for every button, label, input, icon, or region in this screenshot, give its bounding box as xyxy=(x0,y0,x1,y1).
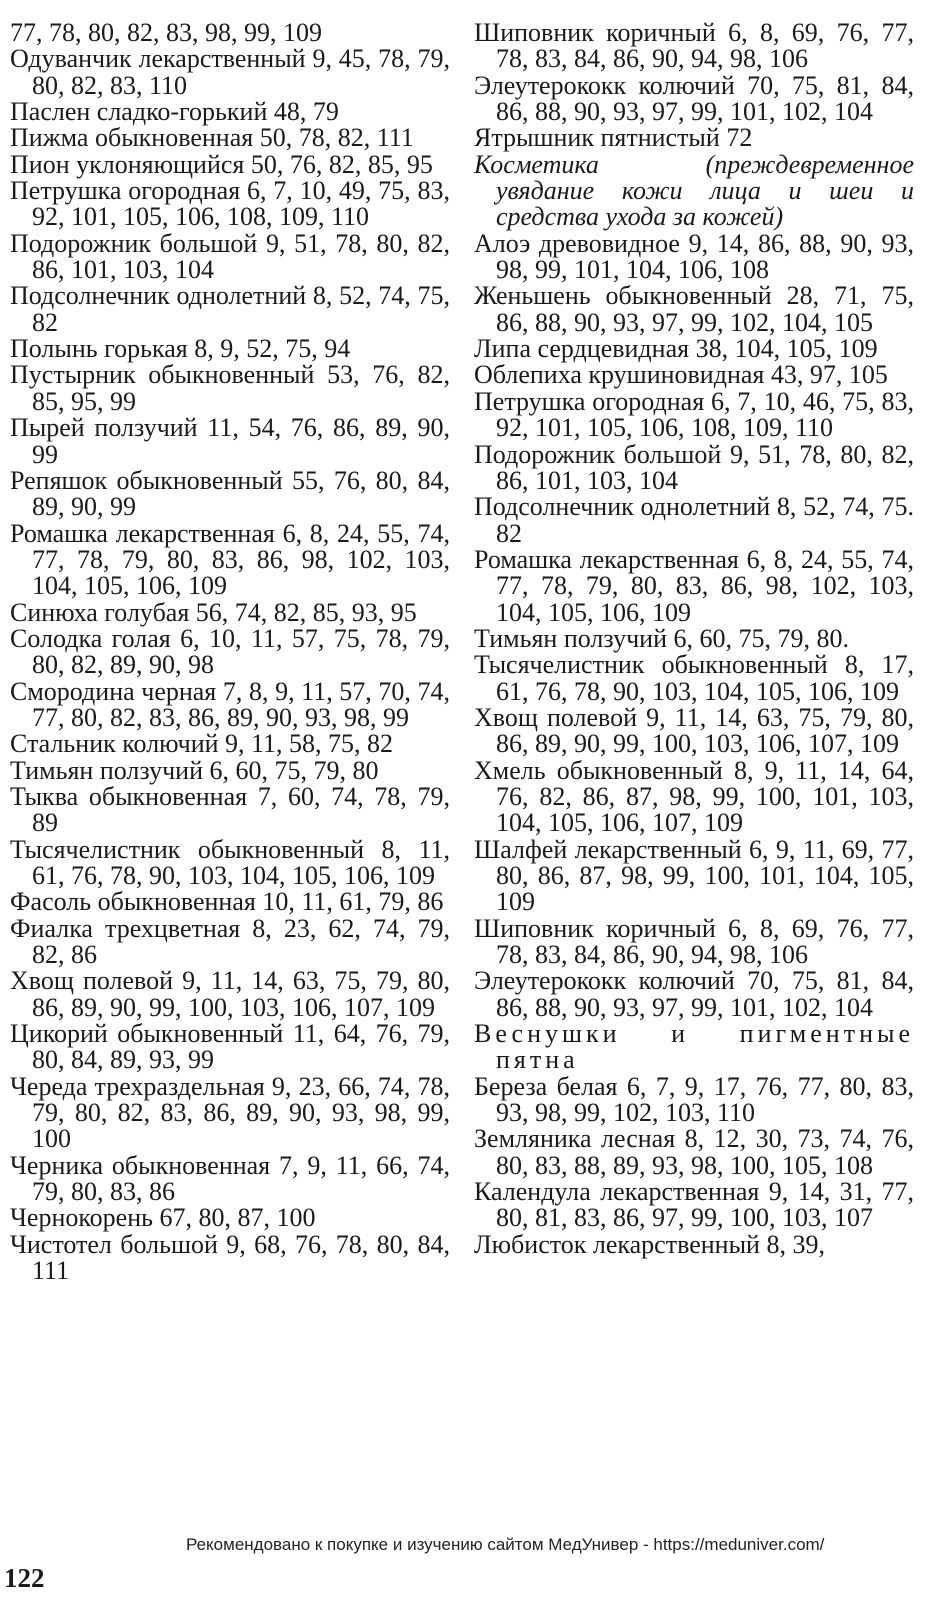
index-entry: Петрушка огородная 6, 7, 10, 49, 75, 83, 92, 101, 105, 106, 108, 109, 110 xyxy=(10,176,450,232)
index-entry: Подорожник большой 9, 51, 78, 80, 82, 86, 101, 103, 104 xyxy=(10,228,450,285)
index-entry: Фасоль обыкновенная 10, 11, 61, 79, 86 xyxy=(10,887,444,917)
section-heading: Косметика (преждевременное увядание кожи лица и шеи и средства ухода за кожей) xyxy=(474,149,914,232)
index-entry: Солодка голая 6, 10, 11, 57, 75, 78, 79, 80, 82, 89, 90, 98 xyxy=(10,623,450,680)
index-entry: Элеутерококк колючий 70, 75, 81, 84, 86, 88, 90, 93, 97, 99, 101, 102, 104 xyxy=(474,70,914,127)
index-entry: Пион уклоняющийся 50, 76, 82, 85, 95 xyxy=(10,149,433,179)
index-entry: Женьшень обыкновенный 28, 71, 75, 86, 88, 90, 93, 97, 99, 102, 104, 105 xyxy=(474,281,914,337)
index-entry: Тыква обыкновенная 7, 60, 74, 78, 79, 89 xyxy=(10,781,450,838)
index-entry: Подсолнечник однолетний 8, 52, 74, 75, 82 xyxy=(10,281,450,337)
index-entry: Черника обыкновенная 7, 9, 11, 66, 74, 79, 80, 83, 86 xyxy=(10,1150,450,1207)
page-number: 122 xyxy=(4,1563,45,1593)
index-entry: Тысячелистник обыкновенный 8, 17, 61, 76, 78, 90, 103, 104, 105, 106, 109 xyxy=(474,650,914,706)
index-entry: Чистотел большой 9, 68, 76, 78, 80, 84, 111 xyxy=(10,1229,450,1286)
index-entry: Ятрышник пятнистый 72 xyxy=(474,123,753,153)
index-entry: Череда трехраздельная 9, 23, 66, 74, 78, 79, 80, 82, 83, 86, 89, 90, 93, 98, 99, 100 xyxy=(10,1071,450,1154)
watermark-footer: Рекомендовано к покупке и изучению сайтом МедУнивер - https://meduniver.com/ xyxy=(186,1535,825,1554)
index-entry: Тимьян ползучий 6, 60, 75, 79, 80. xyxy=(474,623,850,653)
index-entry: Пырей ползучий 11, 54, 76, 86, 89, 90, 99 xyxy=(10,413,450,469)
index-entry: Синюха голубая 56, 74, 82, 85, 93, 95 xyxy=(10,597,417,627)
index-column-right xyxy=(474,20,914,1258)
index-entry: Береза белая 6, 7, 9, 17, 76, 77, 80, 83, 93, 98, 99, 102, 103, 110 xyxy=(474,1071,914,1128)
index-entry: Липа сердцевидная 38, 104, 105, 109 xyxy=(474,334,878,364)
index-column-left xyxy=(10,20,450,1285)
index-entry: Хмель обыкновенный 8, 9, 11, 14, 64, 76, 82, 86, 87, 98, 99, 100, 101, 103, 104, 105, 106, 107, 109 xyxy=(474,755,914,838)
index-entry: Петрушка огородная 6, 7, 10, 46, 75, 83, 92, 101, 105, 106, 108, 109, 110 xyxy=(474,386,914,443)
index-entry: Тимьян ползучий 6, 60, 75, 79, 80 xyxy=(10,755,379,785)
index-entry: Смородина черная 7, 8, 9, 11, 57, 70, 74, 77, 80, 82, 83, 86, 89, 90, 93, 98, 99 xyxy=(10,676,450,732)
index-entry: Пижма обыкновенная 50, 78, 82, 111 xyxy=(10,123,414,153)
index-entry: Подсолнечник однолетний 8, 52, 74, 75. 82 xyxy=(474,492,914,548)
index-entry: Полынь горькая 8, 9, 52, 75, 94 xyxy=(10,334,351,364)
index-entry: Хвощ полевой 9, 11, 14, 63, 75, 79, 80, 86, 89, 90, 99, 100, 103, 106, 107, 109 xyxy=(10,966,450,1022)
index-entry: 77, 78, 80, 82, 83, 98, 99, 109 xyxy=(10,18,322,47)
index-entry: Шалфей лекарственный 6, 9, 11, 69, 77, 80, 86, 87, 98, 99, 100, 101, 104, 105, 109 xyxy=(474,834,914,917)
index-entry: Любисток лекарственный 8, 39, xyxy=(474,1229,825,1259)
section-heading: Веснушки и пигментные пятна xyxy=(474,1019,914,1075)
index-entry: Стальник колючий 9, 11, 58, 75, 82 xyxy=(10,729,394,759)
index-entry: Чернокорень 67, 80, 87, 100 xyxy=(10,1203,316,1233)
index-entry: Тысячелистник обыкновенный 8, 11, 61, 76, 78, 90, 103, 104, 105, 106, 109 xyxy=(10,834,450,890)
index-entry: Облепиха крушиновидная 43, 97, 105 xyxy=(474,360,888,390)
index-entry: Репяшок обыкновенный 55, 76, 80, 84, 89, 90, 99 xyxy=(10,465,450,522)
index-entry: Ромашка лекарственная 6, 8, 24, 55, 74, 77, 78, 79, 80, 83, 86, 98, 102, 103, 104, 105, 106, 109 xyxy=(474,544,914,627)
index-entry: Ромашка лекарственная 6, 8, 24, 55, 74, 77, 78, 79, 80, 83, 86, 98, 102, 103, 104, 105, 106, 109 xyxy=(10,518,450,601)
index-entry: Цикорий обыкновенный 11, 64, 76, 79, 80, 84, 89, 93, 99 xyxy=(10,1019,450,1075)
index-entry: Паслен сладко-горький 48, 79 xyxy=(10,97,339,127)
index-entry: Пустырник обыкновенный 53, 76, 82, 85, 95, 99 xyxy=(10,360,450,416)
index-entry: Элеутерококк колючий 70, 75, 81, 84, 86, 88, 90, 93, 97, 99, 101, 102, 104 xyxy=(474,966,914,1022)
index-entry: Хвощ полевой 9, 11, 14, 63, 75, 79, 80, 86, 89, 90, 99, 100, 103, 106, 107, 109 xyxy=(474,702,914,759)
index-entry: Шиповник коричный 6, 8, 69, 76, 77, 78, 83, 84, 86, 90, 94, 98, 106 xyxy=(474,18,914,74)
index-entry: Земляника лесная 8, 12, 30, 73, 74, 76, 80, 83, 88, 89, 93, 98, 100, 105, 108 xyxy=(474,1124,914,1180)
index-entry: Шиповник коричный 6, 8, 69, 76, 77, 78, 83, 84, 86, 90, 94, 98, 106 xyxy=(474,913,914,970)
index-entry: Подорожник большой 9, 51, 78, 80, 82, 86, 101, 103, 104 xyxy=(474,439,914,495)
index-entry: Фиалка трехцветная 8, 23, 62, 74, 79, 82, 86 xyxy=(10,913,450,970)
index-entry: Алоэ древовидное 9, 14, 86, 88, 90, 93, 98, 99, 101, 104, 106, 108 xyxy=(474,228,914,285)
index-entry: Одуванчик лекарственный 9, 45, 78, 79, 80, 82, 83, 110 xyxy=(10,44,450,100)
index-entry: Календула лекарственная 9, 14, 31, 77, 80, 81, 83, 86, 97, 99, 100, 103, 107 xyxy=(474,1177,914,1233)
